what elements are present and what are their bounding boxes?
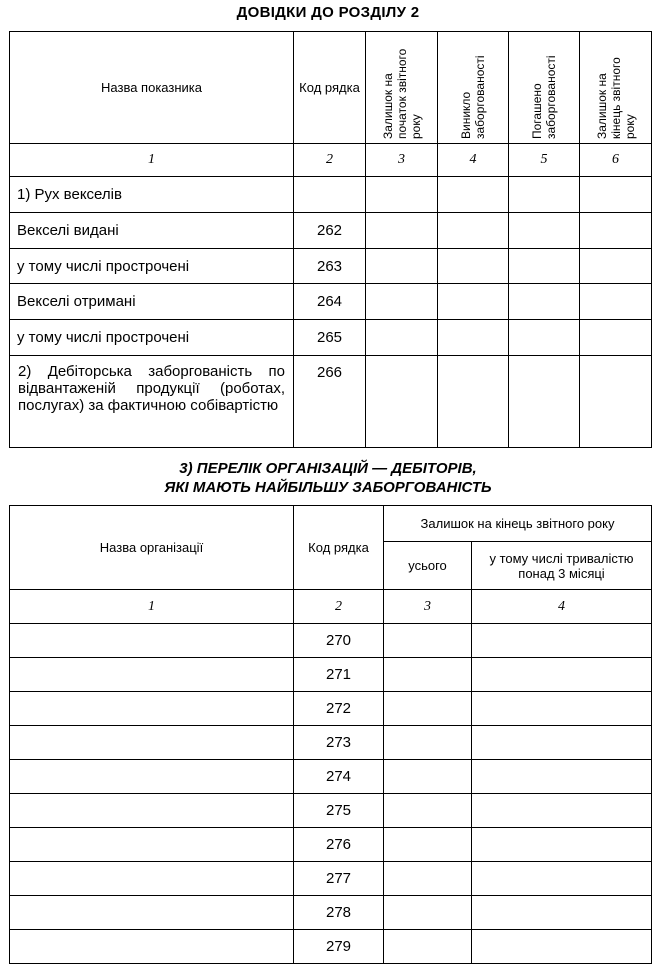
total-cell[interactable] bbox=[384, 862, 472, 896]
row-label: у тому числі прострочені bbox=[10, 320, 294, 356]
overdue-cell[interactable] bbox=[472, 794, 652, 828]
total-cell[interactable] bbox=[384, 930, 472, 964]
value-cell[interactable] bbox=[366, 356, 438, 448]
row-code: 270 bbox=[294, 624, 384, 658]
column-number: 4 bbox=[438, 144, 509, 177]
row-code: 263 bbox=[294, 249, 366, 284]
table-row bbox=[10, 828, 652, 862]
overdue-cell[interactable] bbox=[472, 828, 652, 862]
value-cell[interactable] bbox=[580, 213, 652, 249]
value-cell[interactable] bbox=[366, 249, 438, 284]
column-number: 1 bbox=[10, 590, 294, 624]
value-cell[interactable] bbox=[580, 249, 652, 284]
organization-cell[interactable] bbox=[10, 862, 294, 896]
organization-cell[interactable] bbox=[10, 930, 294, 964]
header-debt-repaid: Погашено заборгованості bbox=[530, 54, 558, 139]
table-row bbox=[10, 896, 652, 930]
row-label: 1) Рух векселів bbox=[10, 177, 294, 213]
header-col4-cell bbox=[438, 32, 509, 144]
total-cell[interactable] bbox=[384, 658, 472, 692]
table-row bbox=[10, 624, 652, 658]
value-cell[interactable] bbox=[438, 249, 509, 284]
header-organization-name: Назва організації bbox=[10, 506, 294, 590]
overdue-cell[interactable] bbox=[472, 760, 652, 794]
value-cell[interactable] bbox=[366, 320, 438, 356]
row-code: 279 bbox=[294, 930, 384, 964]
overdue-cell[interactable] bbox=[472, 930, 652, 964]
row-label: у тому числі прострочені bbox=[10, 249, 294, 284]
column-number: 2 bbox=[294, 144, 366, 177]
row-label: Векселі отримані bbox=[10, 284, 294, 320]
table-row bbox=[10, 930, 652, 964]
row-code: 271 bbox=[294, 658, 384, 692]
organization-cell[interactable] bbox=[10, 658, 294, 692]
header-col3-cell bbox=[366, 32, 438, 144]
header-total: усього bbox=[384, 542, 472, 590]
total-cell[interactable] bbox=[384, 692, 472, 726]
header-row-code: Код рядка bbox=[294, 32, 366, 144]
row-code: 276 bbox=[294, 828, 384, 862]
header-col6-cell bbox=[580, 32, 652, 144]
overdue-cell[interactable] bbox=[472, 862, 652, 896]
value-cell[interactable] bbox=[580, 284, 652, 320]
row-code: 272 bbox=[294, 692, 384, 726]
value-cell[interactable] bbox=[580, 356, 652, 448]
header-closing-balance: Залишок на кінець звітного року bbox=[384, 506, 652, 542]
row-label: 2) Дебіторська заборгованість по відвантаженій продукції (роботах, послугах) за фактичною собівартістю bbox=[10, 356, 294, 448]
table-row bbox=[10, 356, 652, 448]
organization-cell[interactable] bbox=[10, 896, 294, 930]
debtors-table bbox=[9, 505, 652, 964]
column-number: 1 bbox=[10, 144, 294, 177]
debtors-title-line2: ЯКІ МАЮТЬ НАЙБІЛЬШУ ЗАБОРГОВАНІСТЬ bbox=[164, 479, 492, 496]
table-row bbox=[10, 213, 652, 249]
row-label: Векселі видані bbox=[10, 213, 294, 249]
total-cell[interactable] bbox=[384, 624, 472, 658]
value-cell[interactable] bbox=[509, 320, 580, 356]
value-cell[interactable] bbox=[580, 320, 652, 356]
value-cell[interactable] bbox=[509, 249, 580, 284]
value-cell[interactable] bbox=[366, 213, 438, 249]
value-cell[interactable] bbox=[438, 213, 509, 249]
value-cell[interactable] bbox=[580, 177, 652, 213]
value-cell[interactable] bbox=[438, 320, 509, 356]
column-number: 6 bbox=[580, 144, 652, 177]
header-indicator-name: Назва показника bbox=[10, 32, 294, 144]
row-code: 264 bbox=[294, 284, 366, 320]
header-overdue-3-months: у тому числі тривалістю понад 3 місяці bbox=[472, 542, 652, 590]
total-cell[interactable] bbox=[384, 828, 472, 862]
row-code: 275 bbox=[294, 794, 384, 828]
table-row bbox=[10, 794, 652, 828]
table-row bbox=[10, 177, 652, 213]
row-code: 277 bbox=[294, 862, 384, 896]
header-opening-balance: Залишок на початок звітного року bbox=[380, 48, 423, 139]
organization-cell[interactable] bbox=[10, 828, 294, 862]
header-col5-cell bbox=[509, 32, 580, 144]
table-row bbox=[10, 320, 652, 356]
organization-cell[interactable] bbox=[10, 692, 294, 726]
header-row-code: Код рядка bbox=[294, 506, 384, 590]
table-row bbox=[10, 284, 652, 320]
column-number: 4 bbox=[472, 590, 652, 624]
header-debt-arisen: Виникло заборгованості bbox=[459, 54, 487, 139]
organization-cell[interactable] bbox=[10, 794, 294, 828]
column-number: 3 bbox=[366, 144, 438, 177]
value-cell[interactable] bbox=[438, 356, 509, 448]
total-cell[interactable] bbox=[384, 726, 472, 760]
row-code bbox=[294, 177, 366, 213]
row-code: 278 bbox=[294, 896, 384, 930]
organization-cell[interactable] bbox=[10, 624, 294, 658]
row-code: 274 bbox=[294, 760, 384, 794]
row-code: 273 bbox=[294, 726, 384, 760]
column-number: 5 bbox=[509, 144, 580, 177]
value-cell[interactable] bbox=[509, 213, 580, 249]
column-number: 3 bbox=[384, 590, 472, 624]
section-title: ДОВІДКИ ДО РОЗДІЛУ 2 bbox=[236, 4, 420, 21]
overdue-cell[interactable] bbox=[472, 896, 652, 930]
column-number: 2 bbox=[294, 590, 384, 624]
table-row bbox=[10, 658, 652, 692]
row-code: 262 bbox=[294, 213, 366, 249]
value-cell[interactable] bbox=[509, 177, 580, 213]
total-cell[interactable] bbox=[384, 896, 472, 930]
table-row bbox=[10, 726, 652, 760]
debtors-title-line1: 3) ПЕРЕЛІК ОРГАНІЗАЦІЙ — ДЕБІТОРІВ, bbox=[179, 460, 477, 477]
value-cell[interactable] bbox=[438, 177, 509, 213]
header-closing-balance: Залишок на кінець звітного року bbox=[594, 56, 637, 139]
value-cell[interactable] bbox=[366, 284, 438, 320]
table-row bbox=[10, 862, 652, 896]
organization-cell[interactable] bbox=[10, 726, 294, 760]
organization-cell[interactable] bbox=[10, 760, 294, 794]
overdue-cell[interactable] bbox=[472, 624, 652, 658]
value-cell[interactable] bbox=[366, 177, 438, 213]
table-row bbox=[10, 249, 652, 284]
value-cell[interactable] bbox=[509, 356, 580, 448]
row-code: 265 bbox=[294, 320, 366, 356]
row-code: 266 bbox=[294, 356, 366, 448]
bills-and-receivables-table bbox=[9, 31, 652, 448]
total-cell[interactable] bbox=[384, 760, 472, 794]
value-cell[interactable] bbox=[509, 284, 580, 320]
table-row bbox=[10, 692, 652, 726]
table-row bbox=[10, 760, 652, 794]
overdue-cell[interactable] bbox=[472, 658, 652, 692]
overdue-cell[interactable] bbox=[472, 726, 652, 760]
value-cell[interactable] bbox=[438, 284, 509, 320]
total-cell[interactable] bbox=[384, 794, 472, 828]
overdue-cell[interactable] bbox=[472, 692, 652, 726]
